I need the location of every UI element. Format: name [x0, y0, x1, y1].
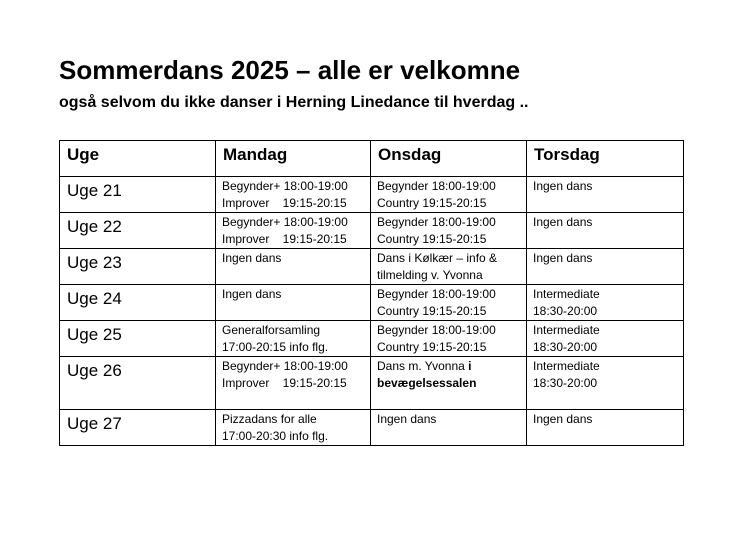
torsdag-cell	[527, 213, 684, 249]
table-row	[60, 321, 684, 357]
cell-line: Ingen dans	[222, 251, 282, 265]
cell-line: Begynder 18:00-19:00	[377, 179, 496, 193]
torsdag-cell	[527, 177, 684, 213]
mandag-cell	[216, 285, 371, 321]
mandag-cell	[216, 249, 371, 285]
schedule-table	[59, 140, 684, 446]
torsdag-cell	[527, 410, 684, 446]
torsdag-cell	[527, 357, 684, 410]
week-cell: Uge 26	[60, 357, 216, 410]
cell-line: Generalforsamling	[222, 323, 321, 337]
cell-line: 18:30-20:00	[533, 340, 598, 354]
onsdag-cell	[371, 357, 527, 410]
cell-line: Improver 19:15-20:15	[222, 196, 347, 210]
table-row	[60, 410, 684, 446]
cell-line: 17:00-20:15 info flg.	[222, 340, 329, 354]
header-torsdag: Torsdag	[527, 141, 684, 177]
cell-line: Country 19:15-20:15	[377, 340, 487, 354]
onsdag-cell	[371, 285, 527, 321]
cell-line: Ingen dans	[533, 215, 593, 229]
cell-line	[377, 358, 522, 375]
header-uge: Uge	[60, 141, 216, 177]
torsdag-cell	[527, 249, 684, 285]
mandag-cell	[216, 321, 371, 357]
cell-line: bevægelsessalen	[377, 376, 477, 390]
table-row	[60, 177, 684, 213]
week-cell: Uge 23	[60, 249, 216, 285]
mandag-cell	[216, 177, 371, 213]
table-row	[60, 213, 684, 249]
mandag-cell	[216, 357, 371, 410]
header-mandag: Mandag	[216, 141, 371, 177]
cell-line: Begynder 18:00-19:00	[377, 215, 496, 229]
cell-line: tilmelding v. Yvonna	[377, 268, 483, 282]
onsdag-cell	[371, 249, 527, 285]
cell-line: Dans i Kølkær – info &	[377, 251, 498, 265]
cell-line: Country 19:15-20:15	[377, 196, 487, 210]
cell-line: Ingen dans	[222, 287, 282, 301]
torsdag-cell	[527, 285, 684, 321]
cell-line: Country 19:15-20:15	[377, 232, 487, 246]
cell-line: Intermediate	[533, 323, 600, 337]
mandag-cell	[216, 410, 371, 446]
cell-line: Ingen dans	[533, 412, 593, 426]
cell-line: Begynder+ 18:00-19:00	[222, 359, 348, 373]
onsdag-cell	[371, 410, 527, 446]
table-row	[60, 285, 684, 321]
cell-line: Pizzadans for alle	[222, 412, 317, 426]
cell-line: Begynder 18:00-19:00	[377, 287, 496, 301]
cell-line: Begynder+ 18:00-19:00	[222, 215, 348, 229]
cell-line: Improver 19:15-20:15	[222, 232, 347, 246]
page-subtitle: også selvom du ikke danser i Herning Linedance til hverdag ..	[59, 94, 529, 111]
cell-line: Ingen dans	[533, 179, 593, 193]
cell-line: Ingen dans	[377, 412, 437, 426]
table-row	[60, 357, 684, 410]
week-cell: Uge 25	[60, 321, 216, 357]
table-header-row	[60, 141, 684, 177]
torsdag-cell	[527, 321, 684, 357]
onsdag-cell	[371, 213, 527, 249]
onsdag-cell	[371, 177, 527, 213]
week-cell: Uge 22	[60, 213, 216, 249]
cell-line: Begynder 18:00-19:00	[377, 323, 496, 337]
onsdag-cell	[371, 321, 527, 357]
week-cell: Uge 27	[60, 410, 216, 446]
mandag-cell	[216, 213, 371, 249]
header-onsdag: Onsdag	[371, 141, 527, 177]
page-title: Sommerdans 2025 – alle er velkomne	[59, 55, 521, 85]
cell-line: 18:30-20:00	[533, 304, 598, 318]
cell-line: Ingen dans	[533, 251, 593, 265]
cell-text-normal: Dans m. Yvonna	[377, 359, 469, 373]
cell-line: Improver 19:15-20:15	[222, 376, 347, 390]
cell-line: Intermediate	[533, 287, 600, 301]
cell-line: 18:30-20:00	[533, 376, 598, 390]
week-cell: Uge 21	[60, 177, 216, 213]
cell-line: Begynder+ 18:00-19:00	[222, 179, 348, 193]
cell-line: Intermediate	[533, 359, 600, 373]
table-row	[60, 249, 684, 285]
cell-text-bold: i	[468, 359, 472, 373]
week-cell: Uge 24	[60, 285, 216, 321]
cell-line: 17:00-20:30 info flg.	[222, 429, 329, 443]
cell-line: Country 19:15-20:15	[377, 304, 487, 318]
